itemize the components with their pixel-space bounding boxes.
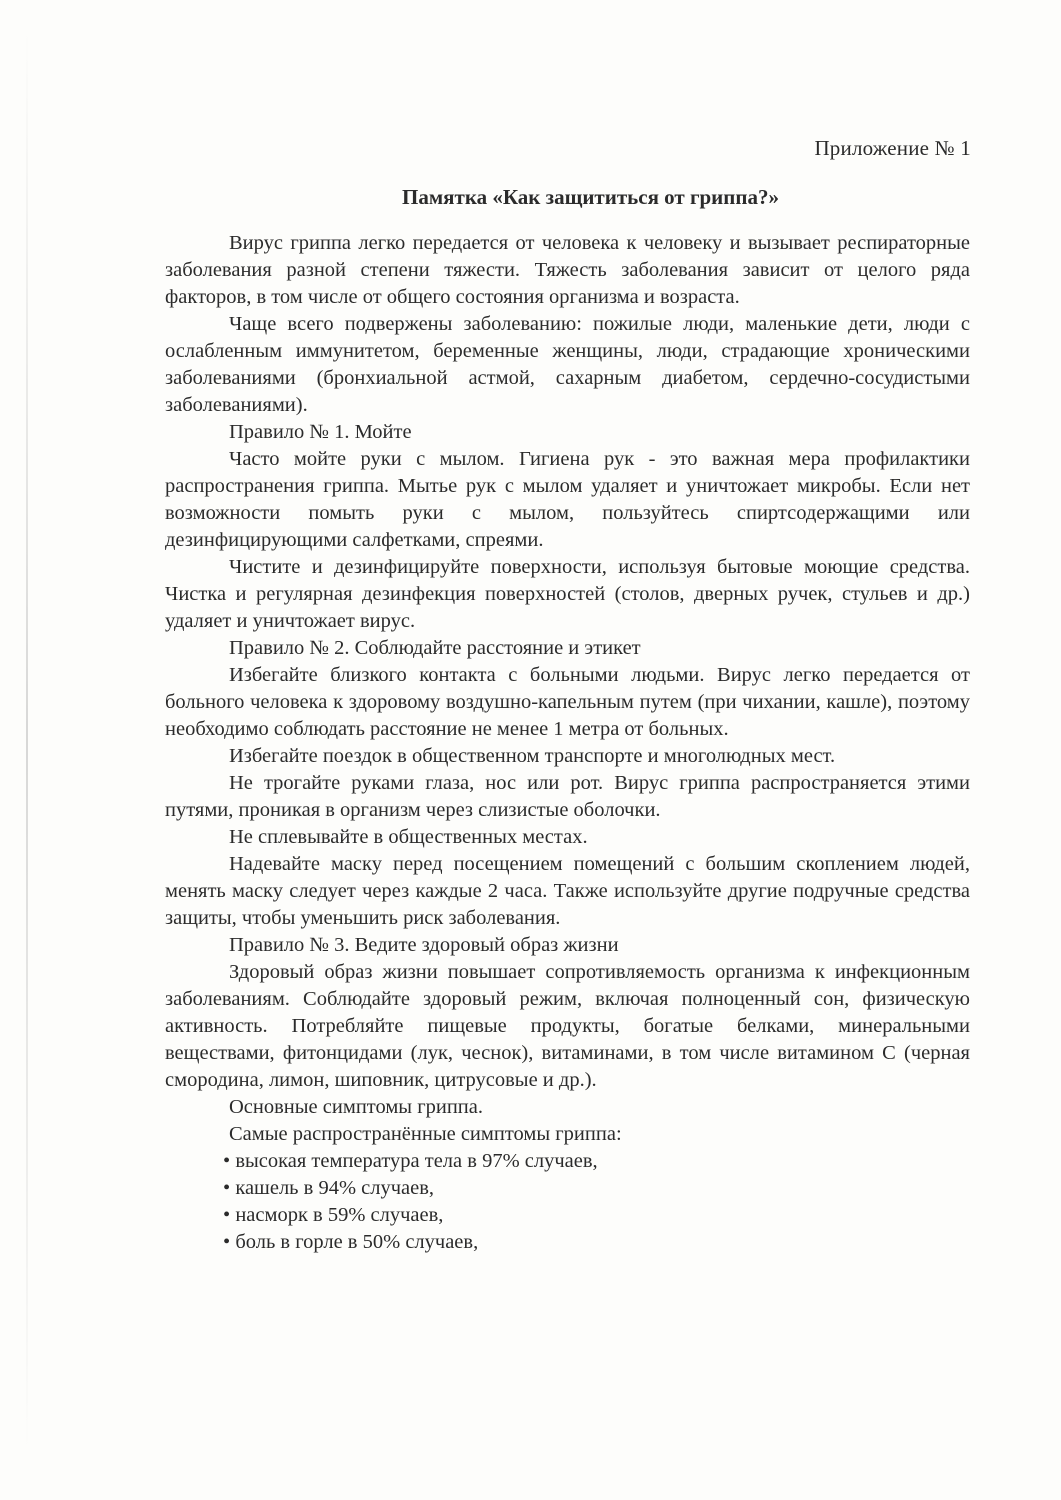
paragraph-surfaces: Чистите и дезинфицируйте поверхности, используя бытовые моющие средства. Чистка и регулярная дезинфекция поверхностей (столов, дверных ручек, стульев и др.) удаляет и уничтожает вирус.: [165, 556, 970, 632]
list-item: • насморк в 59% случаев,: [165, 1202, 970, 1229]
paragraph-transport: Избегайте поездок в общественном транспорте и многолюдных мест.: [229, 745, 836, 767]
paragraph-intro: Вирус гриппа легко передается от человека к человеку и вызывает респираторные заболевания разной степени тяжести. Тяжесть заболевания зависит от целого ряда факторов, в том числе от общего состояния организма и возраста.: [165, 232, 970, 308]
paragraph-distance: Избегайте близкого контакта с больными людьми. Вирус легко передается от больного человека к здоровому воздушно-капельным путем (при чихании, кашле), поэтому необходимо соблюдать расстояние не менее 1 метра от больных.: [165, 664, 970, 740]
paragraph-face-touching: Не трогайте руками глаза, нос или рот. Вирус гриппа распространяется этими путями, проникая в организм через слизистые оболочки.: [165, 772, 970, 821]
document-body: [165, 230, 970, 1256]
rule-1-heading: Правило № 1. Мойте: [229, 421, 412, 443]
document-title: Памятка «Как защититься от гриппа?»: [402, 185, 779, 209]
paragraph-risk-groups: Чаще всего подвержены заболеванию: пожилые люди, маленькие дети, люди с ослабленным иммунитетом, беременные женщины, люди, страдающие хроническими заболеваниями (бронхиальной астмой, сахарным диабетом, сердечно-сосудистыми заболеваниями).: [165, 313, 970, 416]
list-item: • боль в горле в 50% случаев,: [165, 1229, 970, 1256]
paragraph-main-symptoms: Основные симптомы гриппа.: [229, 1096, 483, 1118]
rule-2-heading: Правило № 2. Соблюдайте расстояние и этикет: [229, 637, 641, 659]
paragraph-healthy-lifestyle: Здоровый образ жизни повышает сопротивляемость организма к инфекционным заболеваниям. Соблюдайте здоровый режим, включая полноценный сон, физическую активность. Потребляйте пищевые продукты, богатые белками, минеральными веществами, фитонцидами (лук, чеснок), витаминами, в том числе витамином С (черная смородина, лимон, шиповник, цитрусовые и др.).: [165, 961, 970, 1091]
paragraph-common-symptoms: Самые распространённые симптомы гриппа:: [229, 1123, 622, 1145]
symptoms-list: [165, 1148, 970, 1256]
list-item: • высокая температура тела в 97% случаев,: [165, 1148, 970, 1175]
appendix-label: Приложение № 1: [814, 136, 971, 160]
paragraph-spitting: Не сплевывайте в общественных местах.: [229, 826, 588, 848]
list-item: • кашель в 94% случаев,: [165, 1175, 970, 1202]
paragraph-hand-washing: Часто мойте руки с мылом. Гигиена рук - это важная мера профилактики распространения гриппа. Мытье рук с мылом удаляет и уничтожает микробы. Если нет возможности помыть руки с мылом, пользуйтесь спиртсодержащими или дезинфицирующими салфетками, спреями.: [165, 448, 970, 551]
rule-3-heading: Правило № 3. Ведите здоровый образ жизни: [229, 934, 619, 956]
paragraph-mask: Надевайте маску перед посещением помещений с большим скоплением людей, менять маску следует через каждые 2 часа. Также используйте другие подручные средства защиты, чтобы уменьшить риск заболевания.: [165, 853, 970, 929]
scan-edge-shadow: [26, 30, 28, 1450]
